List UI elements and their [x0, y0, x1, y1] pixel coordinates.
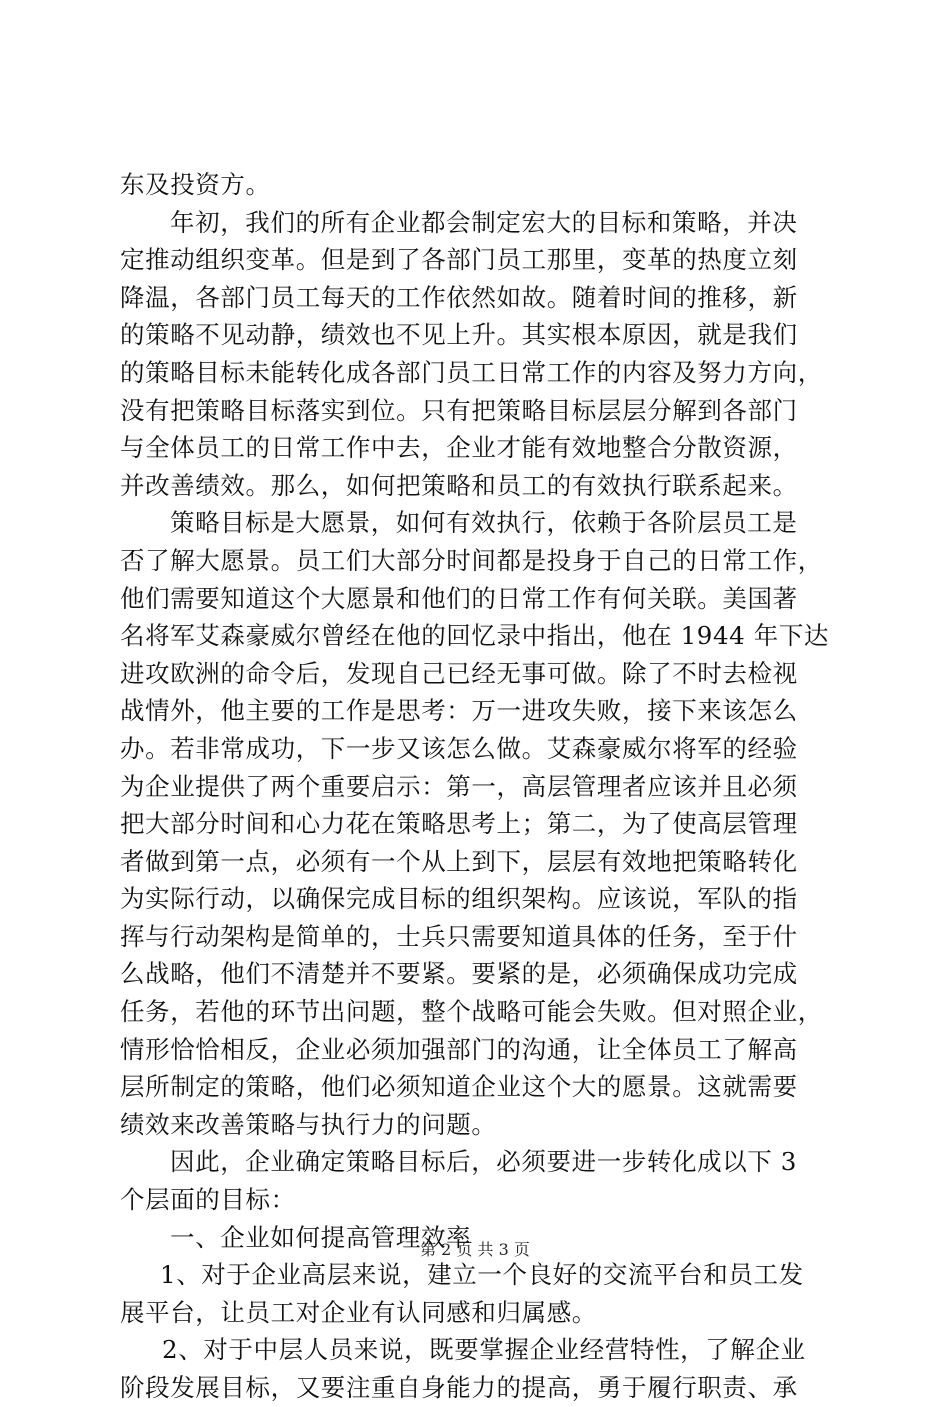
- text-line: 与全体员工的日常工作中去，企业才能有效地整合分散资源，: [120, 433, 798, 463]
- text-line: 一、企业如何提高管理效率: [170, 1222, 472, 1252]
- text-line: 策略目标是大愿景，如何有效执行，依赖于各阶层员工是: [170, 508, 798, 538]
- text-line: 层所制定的策略，他们必须知道企业这个大的愿景。这就需要: [120, 1072, 798, 1102]
- text-line: 1、对于企业高层来说，建立一个良好的交流平台和员工发: [160, 1260, 804, 1290]
- text-line: 阶段发展目标，又要注重自身能力的提高，勇于履行职责、承: [120, 1373, 798, 1402]
- text-line: 者做到第一点，必须有一个从上到下，层层有效地把策略转化: [120, 846, 798, 876]
- text-line: 定推动组织变革。但是到了各部门员工那里，变革的热度立刻: [120, 245, 798, 275]
- text-line: 情形恰恰相反，企业必须加强部门的沟通，让全体员工了解高: [120, 1034, 798, 1064]
- text-line: 为实际行动，以确保完成目标的组织架构。应该说，军队的指: [120, 884, 798, 914]
- text-line: 挥与行动架构是简单的，士兵只需要知道具体的任务，至于什: [120, 921, 798, 951]
- text-line: 把大部分时间和心力花在策略思考上；第二，为了使高层管理: [120, 809, 798, 839]
- text-line: 为企业提供了两个重要启示：第一，高层管理者应该并且必须: [120, 771, 798, 801]
- text-line: 他们需要知道这个大愿景和他们的日常工作有何关联。美国著: [120, 583, 798, 613]
- text-line: 因此，企业确定策略目标后，必须要进一步转化成以下 3: [170, 1147, 797, 1177]
- text-line: 东及投资方。: [120, 170, 271, 199]
- text-line: 否了解大愿景。员工们大部分时间都是投身于自己的日常工作，: [120, 545, 823, 575]
- text-line: 展平台，让员工对企业有认同感和归属感。: [120, 1297, 597, 1327]
- text-line: 的策略目标未能转化成各部门员工日常工作的内容及努力方向，: [120, 357, 823, 387]
- text-line: 任务，若他的环节出问题，整个战略可能会失败。但对照企业，: [120, 997, 823, 1027]
- text-line: 办。若非常成功，下一步又该怎么做。艾森豪威尔将军的经验: [120, 733, 798, 763]
- text-line: 降温，各部门员工每天的工作依然如故。随着时间的推移，新: [120, 282, 798, 312]
- text-line: 没有把策略目标落实到位。只有把策略目标层层分解到各部门: [120, 395, 798, 425]
- text-line: 个层面的目标：: [120, 1185, 296, 1215]
- text-line: 进攻欧洲的命令后，发现自己已经无事可做。除了不时去检视: [120, 658, 798, 688]
- text-line: 并改善绩效。那么，如何把策略和员工的有效执行联系起来。: [120, 470, 798, 500]
- document-body: [120, 166, 832, 1407]
- text-line: 名将军艾森豪威尔曾经在他的回忆录中指出，他在 1944 年下达: [120, 621, 830, 651]
- text-line: 年初，我们的所有企业都会制定宏大的目标和策略，并决: [170, 207, 798, 237]
- text-line: 绩效来改善策略与执行力的问题。: [120, 1109, 497, 1139]
- text-line: 战情外，他主要的工作是思考：万一进攻失败，接下来该怎么: [120, 696, 798, 726]
- text-line: 的策略不见动静，绩效也不见上升。其实根本原因，就是我们: [120, 320, 798, 350]
- text-line: 么战略，他们不清楚并不要紧。要紧的是，必须确保成功完成: [120, 959, 798, 989]
- text-line: 2、对于中层人员来说，既要掌握企业经营特性，了解企业: [162, 1335, 806, 1365]
- page-footer: 第 2 页 共 3 页: [420, 1240, 530, 1259]
